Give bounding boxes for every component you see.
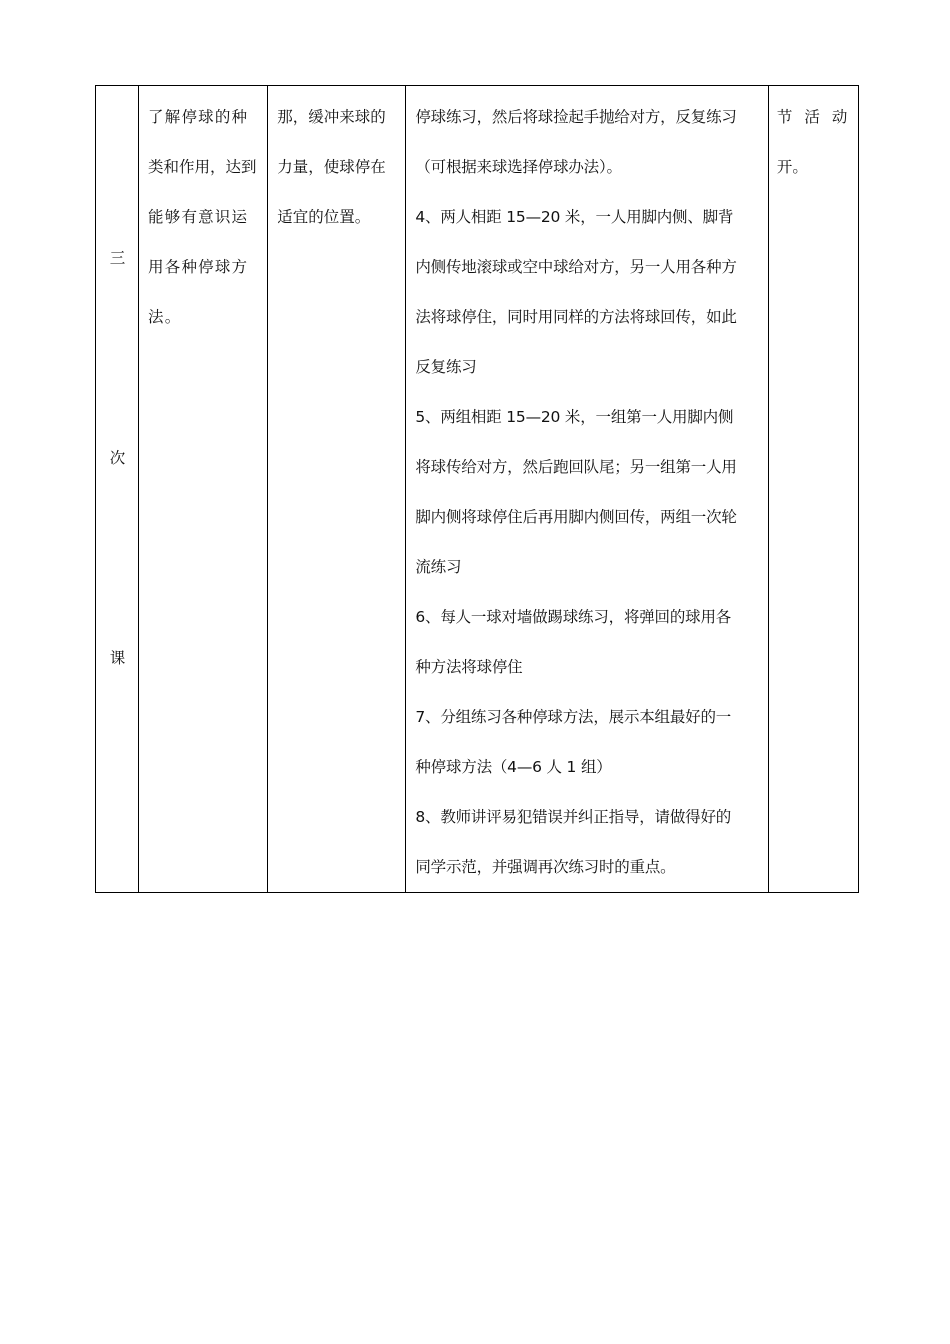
note-cell — [768, 86, 858, 893]
session-label-cell — [96, 86, 139, 893]
method-line: 脚内侧将球停住后再用脚内侧回传，两组一次轮 — [415, 508, 737, 526]
method-line: 5、两组相距 15—20 米，一组第一人用脚内侧 — [415, 408, 734, 426]
goal-line: 了解停球的种 — [148, 108, 249, 126]
method-line: 种停球方法（4—6 人 1 组） — [415, 758, 612, 776]
key-point-line: 适宜的位置。 — [277, 208, 371, 226]
lesson-plan-table — [95, 85, 859, 893]
goal-cell — [139, 86, 268, 893]
method-line: 内侧传地滚球或空中球给对方，另一人用各种方 — [415, 258, 737, 276]
key-points-cell — [268, 86, 406, 893]
method-line: 法将球停住，同时用同样的方法将球回传，如此 — [415, 308, 737, 326]
method-line: 4、两人相距 15—20 米，一人用脚内侧、脚背 — [415, 208, 734, 226]
method-cell — [406, 86, 768, 893]
method-line: 7、分组练习各种停球方法，展示本组最好的一 — [415, 708, 732, 726]
method-line: （可根据来球选择停球办法）。 — [415, 158, 622, 176]
session-char: 课 — [109, 649, 126, 667]
method-line: 8、教师讲评易犯错误并纠正指导，请做得好的 — [415, 808, 732, 826]
goal-line: 类和作用，达到 — [148, 158, 257, 176]
method-line: 将球传给对方，然后跑回队尾；另一组第一人用 — [415, 458, 737, 476]
goal-line: 能够有意识运 — [148, 208, 249, 226]
key-point-line: 力量，使球停在 — [277, 158, 386, 176]
method-line: 6、每人一球对墙做踢球练习，将弹回的球用各 — [415, 608, 732, 626]
method-line: 种方法将球停住 — [415, 658, 523, 676]
table-row — [96, 86, 859, 893]
note-line: 节活动 — [776, 108, 860, 126]
method-line: 反复练习 — [415, 358, 477, 376]
session-char: 三 — [109, 249, 126, 267]
goal-line: 用各种停球方 — [148, 258, 249, 276]
key-point-line: 那，缓冲来球的 — [277, 108, 386, 126]
goal-line: 法。 — [148, 308, 182, 326]
method-line: 停球练习，然后将球捡起手抛给对方，反复练习 — [415, 108, 737, 126]
note-line: 开。 — [776, 158, 808, 176]
session-char: 次 — [109, 449, 126, 467]
method-line: 流练习 — [415, 558, 462, 576]
method-line: 同学示范，并强调再次练习时的重点。 — [415, 858, 676, 876]
